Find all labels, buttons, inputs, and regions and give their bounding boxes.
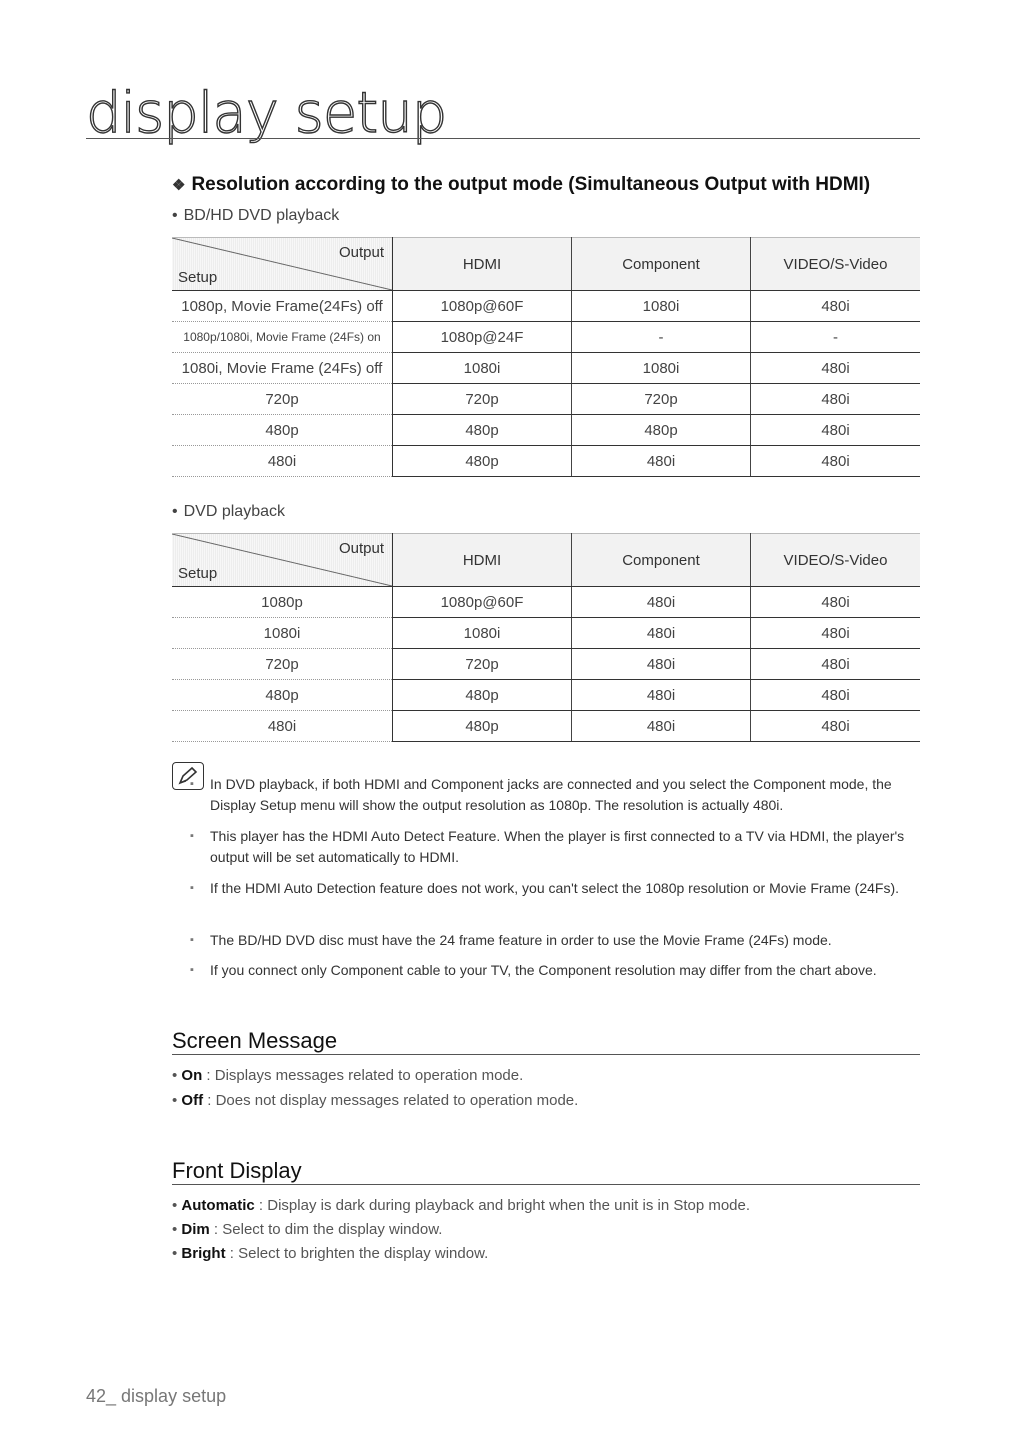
note-text: This player has the HDMI Auto Detect Feature. When the player is first connected to a TV via HDMI, the player's output will be set automatically to HDMI. (210, 828, 905, 865)
diamond-bullet-icon: ❖ (172, 177, 186, 194)
hdmi-cell: 480p (393, 415, 572, 446)
corner-output-label: Output (338, 244, 384, 261)
table-row (172, 384, 920, 415)
hdmi-cell: 1080p@60F (393, 587, 572, 618)
corner-setup-label: Setup (178, 565, 218, 582)
bd-playback-text: BD/HD DVD playback (183, 207, 340, 224)
header-component: Component (572, 238, 751, 291)
hdmi-cell: 1080i (393, 353, 572, 384)
table-row (172, 446, 920, 477)
table-row (172, 680, 920, 711)
table-row (172, 415, 920, 446)
video-cell: 480i (751, 618, 921, 649)
component-cell: 1080i (572, 353, 751, 384)
table-row (172, 587, 920, 618)
page-title: display setup (86, 81, 447, 146)
item-desc: : Select to brighten the display window. (225, 1245, 489, 1262)
front-display-rule (172, 1184, 920, 1185)
bullet-icon: • (172, 503, 178, 520)
setup-cell: 1080p (172, 587, 393, 618)
note-item (190, 826, 910, 868)
video-cell: 480i (751, 353, 921, 384)
item-term: Off (181, 1092, 204, 1109)
bd-resolution-table (172, 237, 920, 477)
component-cell: 480p (572, 415, 751, 446)
component-cell: 480i (572, 587, 751, 618)
setup-cell: 1080i, Movie Frame (24Fs) off (172, 353, 393, 384)
header-component: Component (572, 534, 751, 587)
note-text: The BD/HD DVD disc must have the 24 frame feature in order to use the Movie Frame (24Fs) mode. (210, 932, 832, 948)
video-cell: 480i (751, 680, 921, 711)
front-display-item-dim: • Dim : Select to dim the display window. (172, 1221, 443, 1238)
video-cell: 480i (751, 384, 921, 415)
note-item (190, 878, 910, 899)
resolution-heading (172, 174, 870, 196)
note-item (190, 774, 910, 816)
header-hdmi: HDMI (393, 238, 572, 291)
page-footer: 42_ display setup (86, 1386, 227, 1406)
table-row (172, 711, 920, 742)
note-bullet-icon: ▪ (190, 830, 194, 842)
component-cell: 480i (572, 618, 751, 649)
note-text: If the HDMI Auto Detection feature does not work, you can't select the 1080p resolution or Movie Frame (24Fs). (210, 880, 900, 896)
front-display-item-bright: • Bright : Select to brighten the display window. (172, 1245, 489, 1262)
video-cell: 480i (751, 415, 921, 446)
table-row (172, 322, 920, 353)
table-row (172, 353, 920, 384)
item-desc: : Does not display messages related to operation mode. (203, 1092, 579, 1109)
component-cell: - (572, 322, 751, 353)
component-cell: 1080i (572, 291, 751, 322)
note-bullet-icon: ▪ (190, 778, 194, 790)
dvd-playback-text: DVD playback (183, 503, 285, 520)
video-cell: - (751, 322, 921, 353)
item-desc: : Display is dark during playback and bright when the unit is in Stop mode. (254, 1197, 751, 1214)
title-rule (86, 138, 920, 139)
video-cell: 480i (751, 649, 921, 680)
note-item (190, 930, 910, 951)
corner-header (172, 534, 393, 587)
component-cell: 480i (572, 446, 751, 477)
hdmi-cell: 1080p@60F (393, 291, 572, 322)
item-desc: : Select to dim the display window. (209, 1221, 443, 1238)
table-row (172, 618, 920, 649)
header-video: VIDEO/S-Video (751, 534, 921, 587)
component-cell: 480i (572, 711, 751, 742)
video-cell: 480i (751, 446, 921, 477)
setup-cell: 480p (172, 415, 393, 446)
item-term: Automatic (181, 1197, 255, 1214)
screen-message-item-on: • On : Displays messages related to operation mode. (172, 1067, 524, 1084)
item-term: Dim (181, 1221, 210, 1238)
table-header-row (172, 238, 920, 291)
component-cell: 720p (572, 384, 751, 415)
corner-setup-label: Setup (178, 269, 218, 286)
note-text: If you connect only Component cable to your TV, the Component resolution may differ from the chart above. (210, 962, 877, 978)
note-bullet-icon: ▪ (190, 934, 194, 946)
note-text: In DVD playback, if both HDMI and Component jacks are connected and you select the Component mode, the Display Setup menu will show the output resolution as 1080p. The resolution is actually 480i. (210, 776, 892, 813)
bd-playback-label (172, 207, 339, 225)
video-cell: 480i (751, 291, 921, 322)
video-cell: 480i (751, 711, 921, 742)
setup-cell: 1080i (172, 618, 393, 649)
bullet-icon: • (172, 207, 178, 224)
setup-cell: 480i (172, 446, 393, 477)
front-display-item-automatic: • Automatic : Display is dark during playback and bright when the unit is in Stop mode. (172, 1197, 751, 1214)
resolution-heading-text: Resolution according to the output mode (Simultaneous Output with HDMI) (191, 174, 871, 195)
component-cell: 480i (572, 680, 751, 711)
screen-message-item-off: • Off : Does not display messages related to operation mode. (172, 1092, 579, 1109)
item-term: Bright (181, 1245, 226, 1262)
note-pencil-icon (172, 762, 204, 790)
table-header-row (172, 534, 920, 587)
dvd-playback-label (172, 503, 285, 521)
screen-message-rule (172, 1054, 920, 1055)
video-cell: 480i (751, 587, 921, 618)
note-bullet-icon: ▪ (190, 964, 194, 976)
table-row (172, 291, 920, 322)
setup-cell: 720p (172, 384, 393, 415)
dvd-resolution-table (172, 533, 920, 742)
hdmi-cell: 1080i (393, 618, 572, 649)
hdmi-cell: 720p (393, 649, 572, 680)
corner-header (172, 238, 393, 291)
hdmi-cell: 480p (393, 446, 572, 477)
screen-message-heading: Screen Message (172, 1028, 338, 1053)
hdmi-cell: 480p (393, 711, 572, 742)
hdmi-cell: 480p (393, 680, 572, 711)
note-bullet-icon: ▪ (190, 882, 194, 894)
table-row (172, 649, 920, 680)
hdmi-cell: 720p (393, 384, 572, 415)
component-cell: 480i (572, 649, 751, 680)
item-term: On (181, 1067, 203, 1084)
setup-cell: 1080p, Movie Frame(24Fs) off (172, 291, 393, 322)
hdmi-cell: 1080p@24F (393, 322, 572, 353)
corner-output-label: Output (338, 540, 384, 557)
setup-cell: 1080p/1080i, Movie Frame (24Fs) on (172, 322, 393, 353)
setup-cell: 480i (172, 711, 393, 742)
header-video: VIDEO/S-Video (751, 238, 921, 291)
header-hdmi: HDMI (393, 534, 572, 587)
setup-cell: 720p (172, 649, 393, 680)
front-display-heading: Front Display (172, 1158, 302, 1183)
item-desc: : Displays messages related to operation mode. (202, 1067, 524, 1084)
setup-cell: 480p (172, 680, 393, 711)
note-item (190, 960, 910, 981)
